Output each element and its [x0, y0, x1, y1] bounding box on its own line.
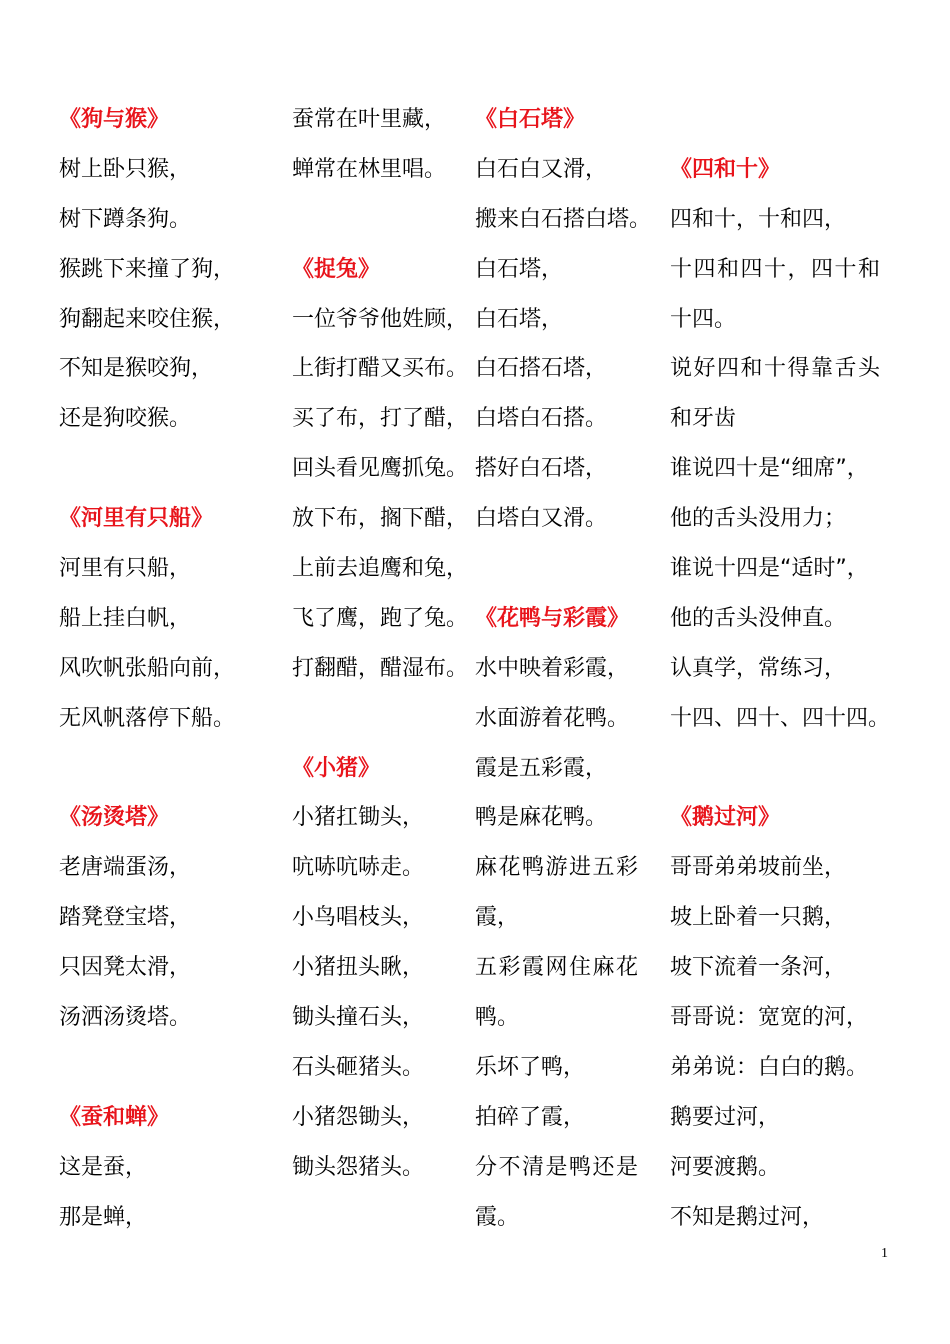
poem-line: 搭好白石塔， — [475, 456, 608, 482]
poem-line: 无风帆落停下船。 — [59, 705, 236, 731]
poem-line: 水中映着彩霞， — [475, 655, 630, 681]
blank-line — [670, 744, 890, 794]
blank-line — [59, 444, 235, 494]
poem-line: 树上卧只猴， — [59, 156, 192, 182]
column-2 — [292, 95, 468, 1193]
poem-line: 鹅要过河， — [670, 1104, 781, 1130]
poem-line: 乐坏了鸭， — [475, 1054, 586, 1080]
poem-line: 风吹帆张船向前， — [59, 655, 236, 681]
poem-line: 水面游着花鸭。 — [475, 705, 630, 731]
poem-line: 弟弟说：白白的鹅。 — [670, 1054, 869, 1080]
poem-line: 上街打醋又买布。 — [292, 356, 469, 382]
poem-line: 回头看见鹰抓兔。 — [292, 456, 469, 482]
poem-title: 《捉兔》 — [292, 256, 381, 282]
poem-line: 狗翻起来咬住猴， — [59, 306, 236, 332]
blank-line — [292, 694, 468, 744]
poem-line: 飞了鹰，跑了兔。 — [292, 605, 469, 631]
poem-line: 那是蝉， — [59, 1204, 148, 1230]
poem-line: 霞， — [475, 905, 520, 931]
poem-title: 《蚕和蝉》 — [59, 1104, 170, 1130]
blank-line — [292, 195, 468, 245]
poem-title: 《河里有只船》 — [59, 506, 214, 532]
poem-line: 五彩霞网住麻花 — [475, 955, 640, 981]
poem-title: 《小猪》 — [292, 755, 381, 781]
poem-line: 锄头怨猪头。 — [292, 1154, 425, 1180]
poem-line: 哥哥弟弟坡前坐， — [670, 855, 847, 881]
poem-line: 认真学，常练习， — [670, 655, 847, 681]
poem-line: 坡下流着一条河， — [670, 955, 847, 981]
poem-line: 河要渡鹅。 — [670, 1154, 781, 1180]
poem-line: 他的舌头没伸直。 — [670, 605, 847, 631]
poem-line: 拍碎了霞， — [475, 1104, 586, 1130]
poem-line: 鸭。 — [475, 1005, 520, 1031]
poem-line: 石头砸猪头。 — [292, 1054, 425, 1080]
poem-line: 麻花鸭游进五彩 — [475, 855, 640, 881]
poem-line: 鸭是麻花鸭。 — [475, 805, 608, 831]
poem-title: 《花鸭与彩霞》 — [475, 605, 630, 631]
poem-line: 小猪扛锄头， — [292, 805, 425, 831]
column-1 — [59, 95, 235, 1242]
poem-line: 汤洒汤烫塔。 — [59, 1005, 192, 1031]
poem-line: 坡上卧着一只鹅， — [670, 905, 847, 931]
poem-line: 上前去追鹰和兔， — [292, 556, 469, 582]
column-4 — [670, 95, 890, 1242]
column-3 — [475, 95, 651, 1242]
poem-title: 《鹅过河》 — [670, 805, 781, 831]
poem-line: 树下蹲条狗。 — [59, 206, 192, 232]
poem-line: 锄头撞石头， — [292, 1005, 425, 1031]
poem-line: 十四和四十，四十和 — [670, 256, 882, 282]
poem-line: 白石塔， — [475, 256, 564, 282]
poem-line: 白石白又滑， — [475, 156, 608, 182]
blank-line — [475, 544, 651, 594]
poem-line: 蝉常在林里唱。 — [292, 156, 447, 182]
poem-line: 白塔白又滑。 — [475, 506, 608, 532]
poem-line: 河里有只船， — [59, 556, 192, 582]
poem-line: 四和十，十和四， — [670, 206, 847, 232]
poem-line: 搬来白石搭白塔。 — [475, 206, 652, 232]
poem-line: 蚕常在叶里藏， — [292, 107, 447, 132]
blank-line — [59, 744, 235, 794]
poem-title: 《白石塔》 — [475, 107, 586, 132]
blank-line — [670, 95, 890, 145]
poem-line: 这是蚕， — [59, 1154, 148, 1180]
poem-line: 白石塔， — [475, 306, 564, 332]
poem-line: 不知是猴咬狗， — [59, 356, 214, 382]
poem-line: 只因凳太滑， — [59, 955, 192, 981]
poem-line: 十四、四十、四十四。 — [670, 705, 891, 731]
poem-line: 和牙齿 — [670, 406, 737, 432]
poem-line: 霞。 — [475, 1204, 520, 1230]
poem-line: 他的舌头没用力； — [670, 506, 847, 532]
poem-line: 小鸟唱枝头， — [292, 905, 425, 931]
poem-title: 《四和十》 — [670, 156, 781, 182]
poem-line: 猴跳下来撞了狗， — [59, 256, 236, 282]
blank-line — [59, 1043, 235, 1093]
poem-line: 哥哥说：宽宽的河， — [670, 1005, 869, 1031]
poem-line: 一位爷爷他姓顾， — [292, 306, 469, 332]
poem-line: 谁说十四是“适时”， — [670, 556, 869, 582]
poem-line: 白塔白石搭。 — [475, 406, 608, 432]
poem-line: 吭哧吭哧走。 — [292, 855, 425, 881]
poem-line: 小猪怨锄头， — [292, 1104, 425, 1130]
poem-line: 小猪扭头瞅， — [292, 955, 425, 981]
poem-line: 十四。 — [670, 306, 737, 332]
poem-line: 霞是五彩霞， — [475, 755, 608, 781]
poem-line: 船上挂白帆， — [59, 605, 192, 631]
poem-line: 谁说四十是“细席”， — [670, 456, 869, 482]
poem-line: 不知是鹅过河， — [670, 1204, 825, 1230]
poem-line: 还是狗咬猴。 — [59, 406, 192, 432]
poem-line: 打翻醋，醋湿布。 — [292, 655, 469, 681]
poem-line: 放下布，搁下醋， — [292, 506, 469, 532]
poem-line: 买了布，打了醋， — [292, 406, 469, 432]
poem-title: 《狗与猴》 — [59, 107, 170, 132]
poem-line: 白石搭石塔， — [475, 356, 608, 382]
poem-line: 说好四和十得靠舌头 — [670, 356, 882, 382]
poem-line: 老唐端蛋汤， — [59, 855, 192, 881]
poem-title: 《汤烫塔》 — [59, 805, 170, 831]
poem-line: 分不清是鸭还是 — [475, 1154, 640, 1180]
page-number: 1 — [881, 1246, 888, 1261]
poem-line: 踏凳登宝塔， — [59, 905, 192, 931]
